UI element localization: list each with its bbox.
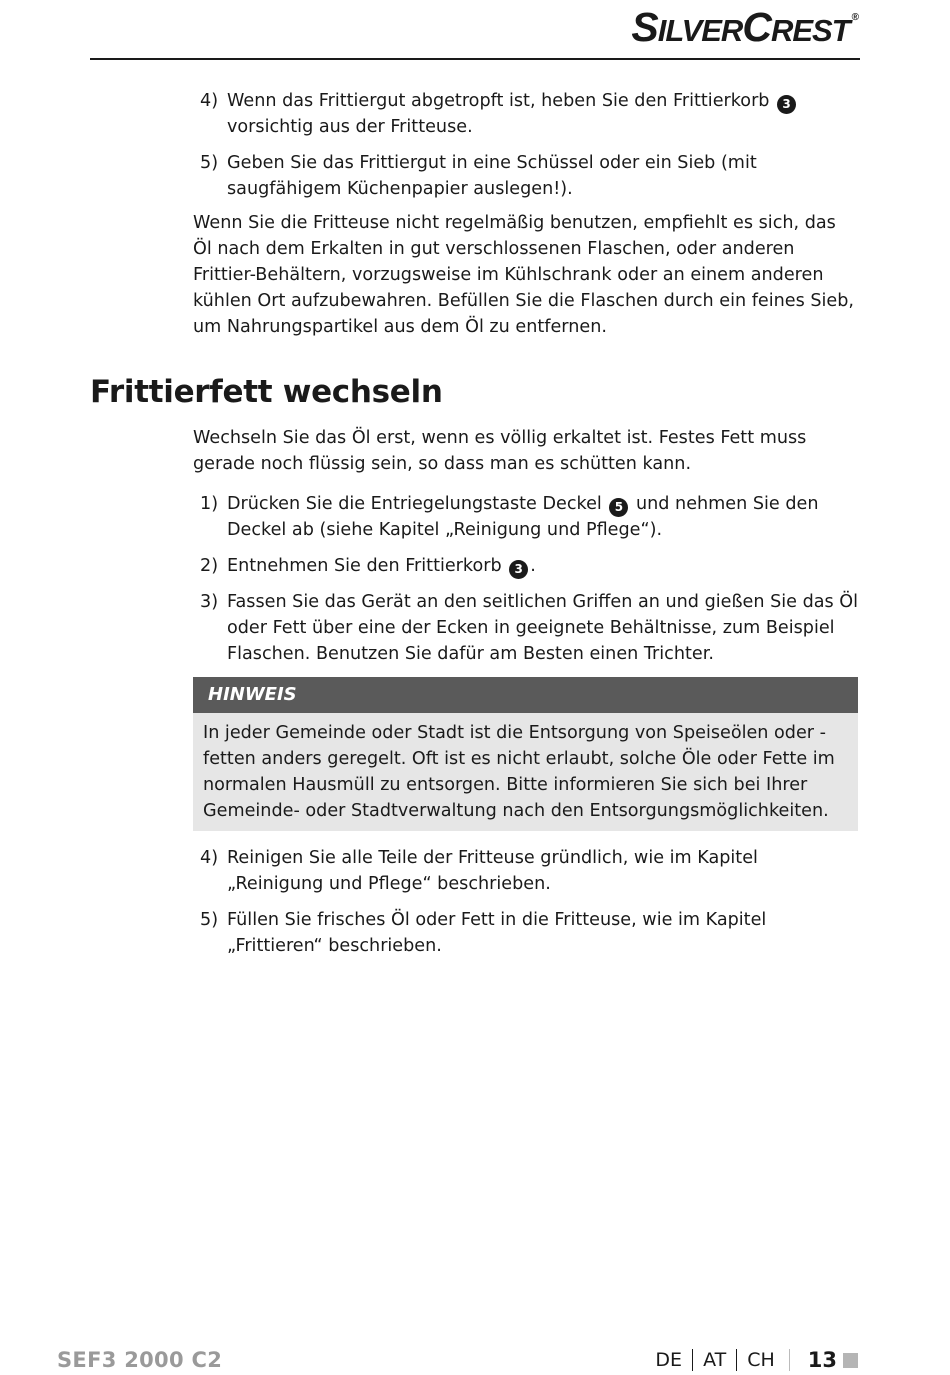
section-content bbox=[193, 425, 859, 969]
footer-model: SEF3 2000 C2 bbox=[57, 1348, 223, 1372]
logo-c: C bbox=[742, 4, 771, 50]
step-number: 3) bbox=[200, 592, 219, 612]
divider bbox=[736, 1349, 737, 1371]
intro-step-5 bbox=[193, 150, 859, 202]
logo-ilver: ILVER bbox=[657, 13, 743, 48]
step-text-part: Wenn das Frittiergut abgetropft ist, heben Sie den Frittierkorb bbox=[227, 91, 776, 111]
note-heading: HINWEIS bbox=[193, 677, 858, 713]
step-text bbox=[227, 553, 859, 579]
step-text bbox=[227, 88, 859, 140]
section-title: Frittierfett wechseln bbox=[90, 374, 443, 410]
part-number-badge: 5 bbox=[609, 498, 628, 517]
step-number: 4) bbox=[200, 91, 219, 111]
section-steps-after bbox=[193, 845, 859, 959]
step-text-part: und nehmen Sie den Deckel ab (siehe Kapitel „Reinigung und Pflege“). bbox=[227, 494, 819, 540]
page-content bbox=[193, 88, 859, 340]
lang-de: DE bbox=[655, 1349, 683, 1371]
section-step-4 bbox=[193, 845, 859, 897]
part-number-badge: 3 bbox=[509, 560, 528, 579]
section-intro: Wechseln Sie das Öl erst, wenn es völlig erkaltet ist. Festes Fett muss gerade noch flüssig sein, so dass man es schütten kann. bbox=[193, 428, 807, 474]
step-text: Reinigen Sie alle Teile der Fritteuse gründlich, wie im Kapitel „Reinigung und Pflege“ beschrieben. bbox=[227, 848, 758, 894]
step-text-part: vorsichtig aus der Fritteuse. bbox=[227, 117, 473, 137]
registered-mark: ® bbox=[851, 12, 858, 23]
hinweis-note bbox=[193, 677, 858, 831]
step-number: 1) bbox=[200, 494, 219, 514]
silvercrest-logo bbox=[631, 4, 858, 51]
step-text-part: Drücken Sie die Entriegelungstaste Deckel bbox=[227, 494, 608, 514]
intro-step-4 bbox=[193, 88, 859, 140]
step-text: Fassen Sie das Gerät an den seitlichen Griffen an und gießen Sie das Öl oder Fett über eine der Ecken in geeignete Behältnisse, zum Beispiel Flaschen. Benutzen Sie dafür am Besten einen Trichter. bbox=[227, 592, 859, 664]
step-text: Geben Sie das Frittiergut in eine Schüssel oder ein Sieb (mit saugfähigem Küchenpapier auslegen!). bbox=[227, 153, 757, 199]
intro-steps bbox=[193, 88, 859, 202]
logo-s: S bbox=[631, 4, 658, 50]
step-number: 2) bbox=[200, 556, 219, 576]
note-body: In jeder Gemeinde oder Stadt ist die Entsorgung von Speiseölen oder -fetten anders geregelt. Oft ist es nicht erlaubt, solche Öle oder Fette im normalen Hausmüll zu entsorgen. Bitte informieren Sie sich bei Ihrer Gemeinde- oder Stadtverwaltung nach den Entsorgungsmöglichkeiten. bbox=[193, 713, 858, 831]
section-step-3 bbox=[193, 589, 859, 667]
step-text bbox=[227, 491, 859, 543]
step-number: 4) bbox=[200, 848, 219, 868]
step-number: 5) bbox=[200, 153, 219, 173]
lang-ch: CH bbox=[747, 1349, 775, 1371]
header-rule bbox=[90, 58, 860, 60]
page-marker-square-icon bbox=[843, 1353, 858, 1368]
page-number: 13 bbox=[807, 1348, 837, 1372]
part-number-badge: 3 bbox=[777, 95, 796, 114]
footer-page-info bbox=[655, 1348, 858, 1372]
section-step-5 bbox=[193, 907, 859, 959]
storage-paragraph: Wenn Sie die Fritteuse nicht regelmäßig benutzen, empfiehlt es sich, das Öl nach dem Erkalten in gut verschlossenen Flaschen, oder anderen Frittier-Behältern, vorzugsweise im Kühlschrank oder an einem anderen kühlen Ort aufzubewahren. Befüllen Sie die Flaschen durch ein feines Sieb, um Nahrungspartikel aus dem Öl zu entfernen. bbox=[193, 213, 855, 337]
step-text-part: Entnehmen Sie den Frittierkorb bbox=[227, 556, 508, 576]
logo-rest: REST bbox=[770, 13, 850, 48]
section-step-2 bbox=[193, 553, 859, 579]
section-steps bbox=[193, 491, 859, 667]
lang-at: AT bbox=[703, 1349, 727, 1371]
divider bbox=[692, 1349, 693, 1371]
divider bbox=[789, 1349, 790, 1371]
step-text-part: . bbox=[530, 556, 536, 576]
step-text: Füllen Sie frisches Öl oder Fett in die Fritteuse, wie im Kapitel „Frittieren“ beschrieben. bbox=[227, 910, 767, 956]
step-number: 5) bbox=[200, 910, 219, 930]
section-step-1 bbox=[193, 491, 859, 543]
